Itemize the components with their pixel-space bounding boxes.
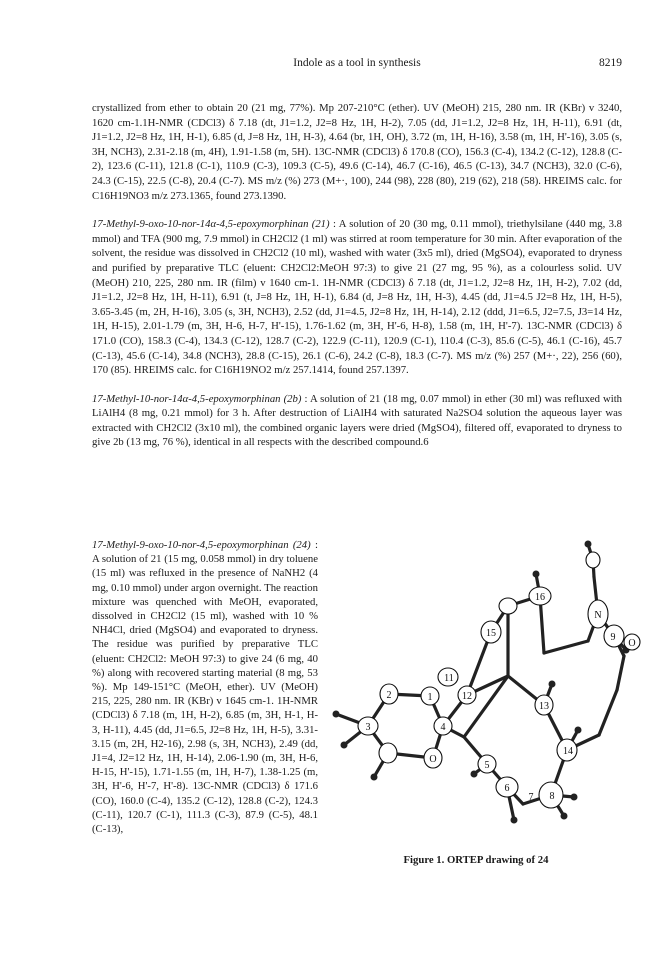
atom-label: 14 xyxy=(563,746,573,757)
figure-caption xyxy=(326,854,626,866)
paragraph-text: : A solution of 20 (30 mg, 0.11 mmol), triethylsilane (440 mg, 3.8 mmol) and TFA (900 mg, 7.9 mmol) in CH2Cl2 (1 ml) was stirred at room temperature for 30 min. After evaporation of the solvent, the residue was dissolved in CH2Cl2 (10 ml), washed with water (3x5 ml), dried (MgSO4), evaporated to dryness and purified by preparative TLC (eluent: CH2Cl2:MeOH 97:3) to give 21 (27 mg, 95 %), as a colourless solid. UV (MeOH) 210, 225, 280 nm. IR (film) v 1640 cm-1. 1H-NMR (CDCl3) δ 7.18 (dt, J1=1.2, J2=8 Hz, 1H, H-2), 7.02 (dd, J1=1.2, J2=8 Hz, 1H, H-11), 6.91 (t, J=8 Hz, 1H, H-1), 6.84 (d, J=8 Hz, 1H, H-3), 4.45 (dd, J1=4.5 J2=8 Hz, 1H, H-5), 3.65-3.45 (m, 2H, H-16), 3.05 (s, 3H, NCH3), 2.52 (dd, J1=4.5, J2=8 Hz, 1H, H-14), 2.12 (ddd, J1=6.5, J2=7.5, J3=14 Hz, 1H, H-15), 2.01-1.79 (m, 3H, H-6, H-7, H'-15), 1.76-1.62 (m, 3H, H'-6, H-8), 1.58 (m, 1H, H'-7). 13C-NMR (CDCl3) δ 171.0 (CO), 158.3 (C-4), 134.3 (C-12), 128.7 (C-2), 122.9 (C-11), 120.9 (C-1), 110.4 (C-3), 85.6 (C-5), 46.1 (C-16), 45.7 (C-13), 45.6 (C-14), 34.8 (NCH3), 28.8 (C-15), 26.1 (C-6), 24.2 (C-8), 18.3 (C-7). MS m/z (%) 257 (M+·, 22), 256 (60), 170 (85). HREIMS calc. for C16H19NO2 m/z 257.1414, found 257.1397. xyxy=(92,218,623,377)
atom-label: O xyxy=(628,638,636,649)
running-head xyxy=(92,57,622,73)
paragraph-text: : A solution of 21 (15 mg, 0.058 mmol) in dry toluene (15 ml) was refluxed in the presence of NaNH2 (4 mg, 0.10 mmol) under argon overnight. The reaction mixture was quenched with MeOH, evaporated, dissolved in CH2Cl2 (15 ml), washed with 10 % NH4Cl, dried (MgSO4) and evaporated to dryness. The residue was purified by preparative TLC (eluent: CH2Cl2: MeOH 97:3) to give 24 (6 mg, 40 %) along with recovered starting material (8 mg, 53 %). Mp 149-151°C (MeOH, ether). UV (MeOH) 215, 225, 280 nm. IR (KBr) v 1645 cm-1. 1H-NMR (CDCl3) δ 7.18 (m, 1H, H-2), 6.85 (m, 3H, H-1, H-3, H-11), 4.45 (dd, J1=6.5, J2=8 Hz, 1H, H-5), 3.31-3.15 (m, 2H, H2-16), 2.98 (s, 3H, NCH3), 2.49 (dd, J1=4, J2=12 Hz, 1H, H-14), 2.06-1.90 (m, 3H, H-6, H-15, H'-15), 1.71-1.55 (m, 1H, H-7), 1.38-1.25 (m, 3H, H'-6, H'-7, H'-8). 13C-NMR (CDCl3) δ 171.6 (CO), 160.0 (C-4), 135.2 (C-12), 128.8 (C-2), 124.3 (C-11), 120.7 (C-1), 111.3 (C-3), 87.9 (C-5), 48.1 (C-13), xyxy=(92,539,318,836)
paragraph-compound-21 xyxy=(92,217,622,378)
figure-label: Figure 1. xyxy=(403,854,445,866)
atom-label: 5 xyxy=(484,760,490,771)
compound-title: 17-Methyl-9-oxo-10-nor-4,5-epoxymorphinan (24) xyxy=(92,539,311,551)
figure-caption-text: ORTEP drawing of 24 xyxy=(446,854,549,866)
ortep-drawing xyxy=(326,532,636,842)
paragraph-text: crystallized from ether to obtain 20 (21 mg, 77%). Mp 207-210°C (ether). UV (MeOH) 215, 280 nm. IR (KBr) v 3240, 1620 cm-1.1H-NMR (CDCl3) δ 7.18 (dt, J1=1.2, J2=8 Hz, 1H, H-2), 7.05 (dd, J1=1.2, J2=8 Hz, 1H, H-11), 6.91 (dt, J1=1.2, J2=8 Hz, 1H, H-1), 6.85 (d, J=8 Hz, 1H, H-3), 4.64 (br, 1H, OH), 3.72 (m, 1H, H-16), 3.58 (m, 1H, H'-16), 3.05 (s, 3H, NCH3), 2.31-2.18 (m, 4H), 1.91-1.58 (m, 5H). 13C-NMR (CDCl3) δ 170.8 (CO), 156.3 (C-4), 134.2 (C-12), 128.8 (C-2), 123.6 (C-11), 121.8 (C-1), 110.9 (C-3), 109.3 (C-5), 49.6 (C-14), 46.7 (C-16), 46.5 (C-13), 34.7 (NCH3), 32.0 (C-6), 24.3 (C-15), 22.5 (C-8), 20.4 (C-7). MS m/z (%) 273 (M+·, 100), 244 (98), 228 (80), 219 (62), 218 (58). HREIMS calc. for C16H19NO3 m/z 273.1365, found 273.1390. xyxy=(92,102,622,202)
atom-label: 11 xyxy=(444,673,454,684)
paragraph-compound-20 xyxy=(92,101,622,203)
atom-label: O xyxy=(429,754,437,765)
page-number: 8219 xyxy=(599,57,622,69)
atom-label: 9 xyxy=(610,632,616,643)
paragraph-text: : A solution of 21 (18 mg, 0.07 mmol) in ether (30 ml) was refluxed with LiAlH4 (8 mg, 0.21 mmol) for 3 h. After destruction of LiAlH4 with saturated Na2SO4 solution the aqueous layer was extracted with CH2Cl2 (3x10 ml), the combined organic layers were dried (MgSO4), filtered off, evaporated to dryness to give 2b (13 mg, 76 %), identical in all respects with the described compound.6 xyxy=(92,392,623,449)
experimental-text xyxy=(92,101,622,464)
atom-label: N xyxy=(594,610,602,621)
atom-label: 4 xyxy=(440,722,446,733)
atom-label: 13 xyxy=(539,701,549,712)
compound-title: 17-Methyl-10-nor-14α-4,5-epoxymorphinan (2b) xyxy=(92,392,302,405)
compound-title: 17-Methyl-9-oxo-10-nor-14α-4,5-epoxymorphinan (21) xyxy=(92,218,330,231)
atom-label: 16 xyxy=(535,592,545,603)
paragraph-compound-2b xyxy=(92,392,622,450)
atom-label: 3 xyxy=(365,722,371,733)
atom-label: 7 xyxy=(528,792,534,803)
atom-label: 15 xyxy=(486,628,496,639)
atom-label: 1 xyxy=(427,692,433,703)
atom-label: 12 xyxy=(462,691,472,702)
atom-label: 8 xyxy=(549,791,555,802)
atom-label: 2 xyxy=(386,690,392,701)
atom-label: 6 xyxy=(504,783,510,794)
paragraph-compound-24 xyxy=(92,538,318,836)
running-title: Indole as a tool in synthesis xyxy=(293,57,421,69)
ortep-figure xyxy=(326,532,636,868)
